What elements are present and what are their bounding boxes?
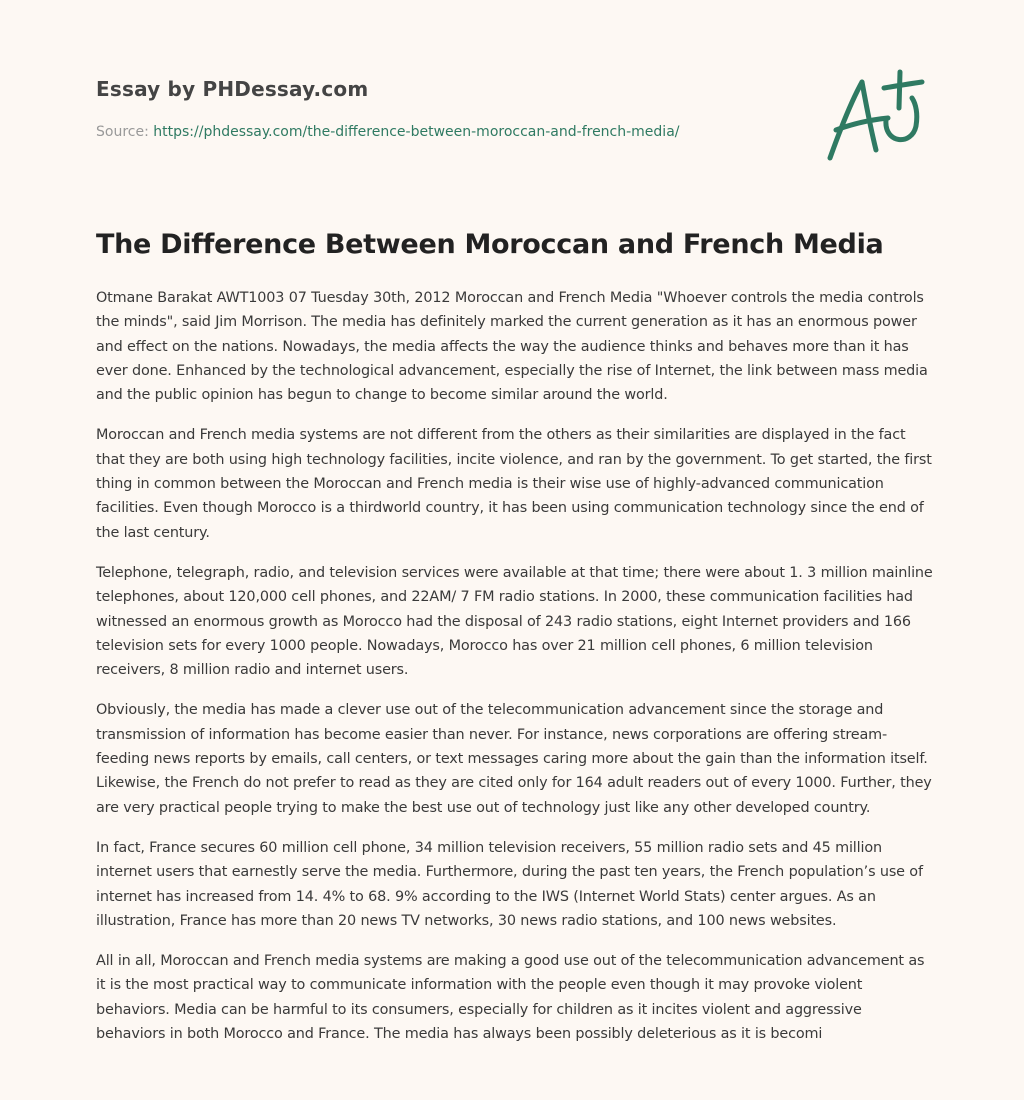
essay-paragraph: Moroccan and French media systems are not different from the others as their similarities are displayed in the fact that they are both using high technology facilities, incite violence, and ran by the government. To get started, the first thing in common between the Moroccan and French media is their wise use of highly-advanced communication facilities. Even though Morocco is a thirdworld country, it has been using communication technology since the end of the last century. — [96, 427, 932, 541]
page-header — [96, 74, 796, 142]
a-plus-logo-icon — [822, 68, 932, 164]
essay-paragraph: Obviously, the media has made a clever use out of the telecommunication advancement since the storage and transmission of information has become easier than never. For instance, news corporations are offering stream-feeding news reports by emails, call centers, or text messages caring more about the gain than the information itself. Likewise, the French do not prefer to read as they are cited only for 164 adult readers out of every 1000. Further, they are very practical people trying to make the best use out of technology just like any other developed country. — [96, 702, 932, 816]
essay-paragraph: Telephone, telegraph, radio, and television services were available at that time; there were about 1. 3 million mainline telephones, about 120,000 cell phones, and 22AM/ 7 FM radio stations. In 2000, these communication facilities had witnessed an enormous growth as Morocco had the disposal of 243 radio stations, eight Internet providers and 166 television sets for every 1000 people. Nowadays, Morocco has over 21 million cell phones, 6 million television receivers, 8 million radio and internet users. — [96, 564, 933, 679]
source-link[interactable]: https://phdessay.com/the-difference-between-moroccan-and-french-media/ — [153, 124, 680, 140]
essay-title: The Difference Between Moroccan and French Media — [96, 229, 884, 260]
site-brand: Essay by PHDessay.com — [96, 77, 369, 101]
source-line — [96, 122, 796, 142]
essay-paragraph: In fact, France secures 60 million cell phone, 34 million television receivers, 55 million radio sets and 45 million internet users that earnestly serve the media. Furthermore, during the past ten years, the French population’s use of internet has increased from 14. 4% to 68. 9% according to the IWS (Internet World Stats) center argues. As an illustration, France has more than 20 news TV networks, 30 news radio stations, and 100 news websites. — [96, 839, 923, 929]
source-label: Source: — [96, 124, 149, 140]
essay-paragraph: All in all, Moroccan and French media systems are making a good use out of the telecommunication advancement as it is the most practical way to communicate information with the people even though it may provoke violent behaviors. Media can be harmful to its consumers, especially for children as it incites violent and aggressive behaviors in both Morocco and France. The media has always been possibly deleterious as it is becomi — [96, 953, 925, 1043]
essay-body — [96, 286, 934, 1062]
essay-paragraph: Otmane Barakat AWT1003 07 Tuesday 30th, 2012 Moroccan and French Media "Whoever controls the media controls the minds", said Jim Morrison. The media has definitely marked the current generation as it has an enormous power and effect on the nations. Nowadays, the media affects the way the audience thinks and behaves more than it has ever done. Enhanced by the technological advancement, especially the rise of Internet, the link between mass media and the public opinion has begun to change to become similar around the world. — [96, 290, 928, 404]
